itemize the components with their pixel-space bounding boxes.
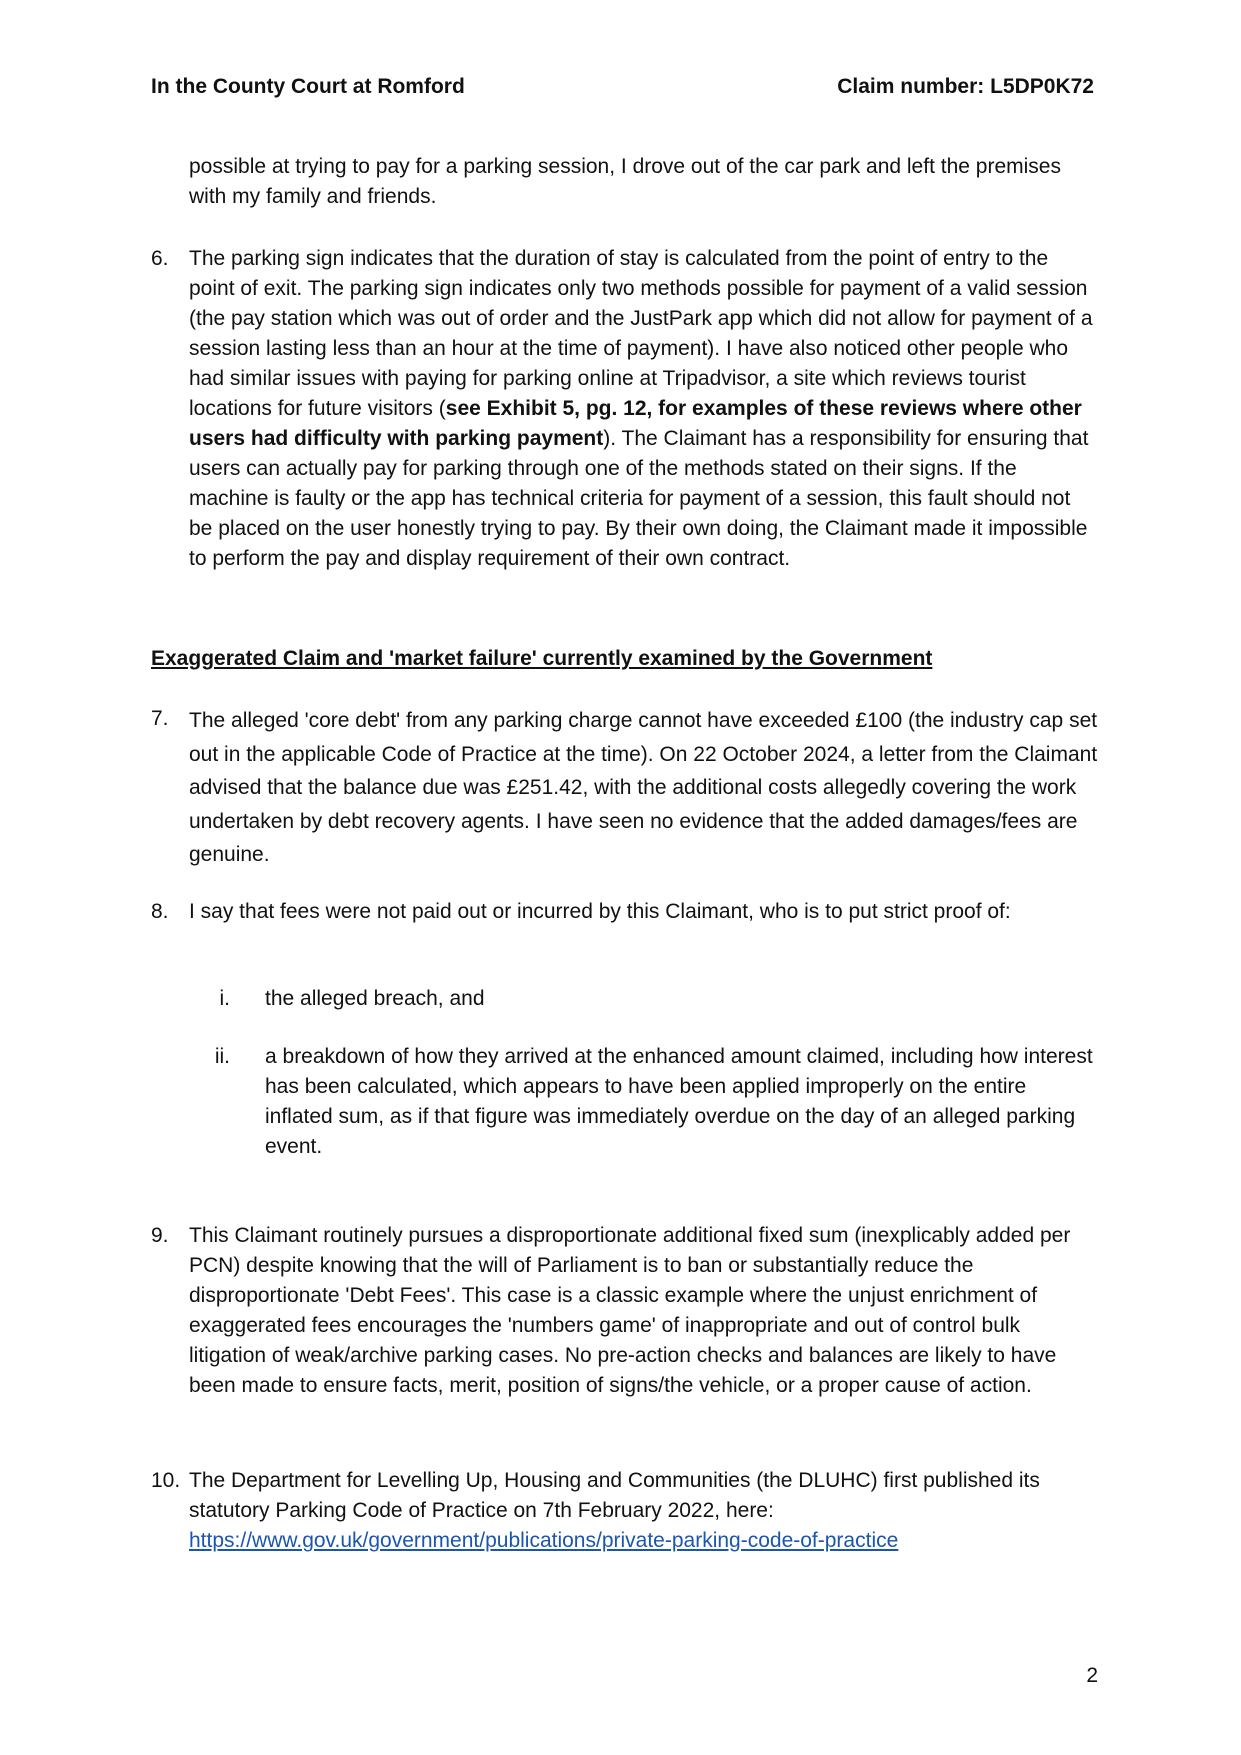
section-heading: Exaggerated Claim and 'market failure' currently examined by the Government [151, 647, 933, 670]
code-of-practice-link[interactable]: https://www.gov.uk/government/publications/private-parking-code-of-practice [189, 1529, 899, 1552]
para8-text: I say that fees were not paid out or incurred by this Claimant, who is to put strict proof of: [189, 900, 1011, 923]
continuation-paragraph: possible at trying to pay for a parking session, I drove out of the car park and left the premises with my family and friends. [189, 155, 1061, 208]
para6-exhibit-ref: see Exhibit 5, pg. 12, for examples of these reviews where other users had difficulty with parking payment [189, 397, 1082, 450]
para8-item-ii-numeral: ii. [214, 1045, 230, 1068]
para6-text-b: ). The Claimant has a responsibility for ensuring that users can actually pay for parking through one of the methods stated on their signs. If the machine is faulty or the app has technical criteria for payment of a session, this fault should not be placed on the user honestly trying to pay. By their own doing, the Claimant made it impossible to perform the pay and display requirement of their own contract. [189, 427, 1089, 570]
para7-text: The alleged 'core debt' from any parking charge cannot have exceeded £100 (the industry cap set out in the applicable Code of Practice at the time). On 22 October 2024, a letter from the Claimant advised that the balance due was £251.42, with the additional costs allegedly covering the work undertaken by debt recovery agents. I have seen no evidence that the added damages/fees are genuine. [189, 709, 1098, 866]
para7-number: 7. [151, 707, 169, 730]
court-name: In the County Court at Romford [151, 75, 465, 98]
para8-item-i-text: the alleged breach, and [265, 987, 485, 1010]
claim-number: Claim number: L5DP0K72 [837, 75, 1094, 98]
para6-text [189, 244, 1099, 574]
para9-number: 9. [151, 1224, 169, 1247]
para10-number: 10. [151, 1469, 181, 1492]
para6-number: 6. [151, 247, 169, 270]
page-number: 2 [1086, 1664, 1098, 1687]
para8-number: 8. [151, 900, 169, 923]
para6-text-a: The parking sign indicates that the duration of stay is calculated from the point of entry to the point of exit. The parking sign indicates only two methods possible for payment of a valid session (the pay station which was out of order and the JustPark app which did not allow for payment of a session lasting less than an hour at the time of payment). I have also noticed other people who had similar issues with paying for parking online at Tripadvisor, a site which reviews tourist locations for future visitors ( [189, 247, 1093, 420]
para10-body: The Department for Levelling Up, Housing and Communities (the DLUHC) first published its statutory Parking Code of Practice on 7th February 2022, here: [189, 1469, 1040, 1522]
para8-item-ii-text: a breakdown of how they arrived at the enhanced amount claimed, including how interest has been calculated, which appears to have been applied improperly on the entire inflated sum, as if that figure was immediately overdue on the day of an alleged parking event. [265, 1045, 1093, 1158]
para8-item-i-numeral: i. [219, 987, 230, 1010]
para9-text: This Claimant routinely pursues a disproportionate additional fixed sum (inexplicably added per PCN) despite knowing that the will of Parliament is to ban or substantially reduce the disproportionate 'Debt Fees'. This case is a classic example where the unjust enrichment of exaggerated fees encourages the 'numbers game' of inappropriate and out of control bulk litigation of weak/archive parking cases. No pre-action checks and balances are likely to have been made to ensure facts, merit, position of signs/the vehicle, or a proper cause of action. [189, 1224, 1071, 1397]
para10-text [189, 1466, 1099, 1556]
